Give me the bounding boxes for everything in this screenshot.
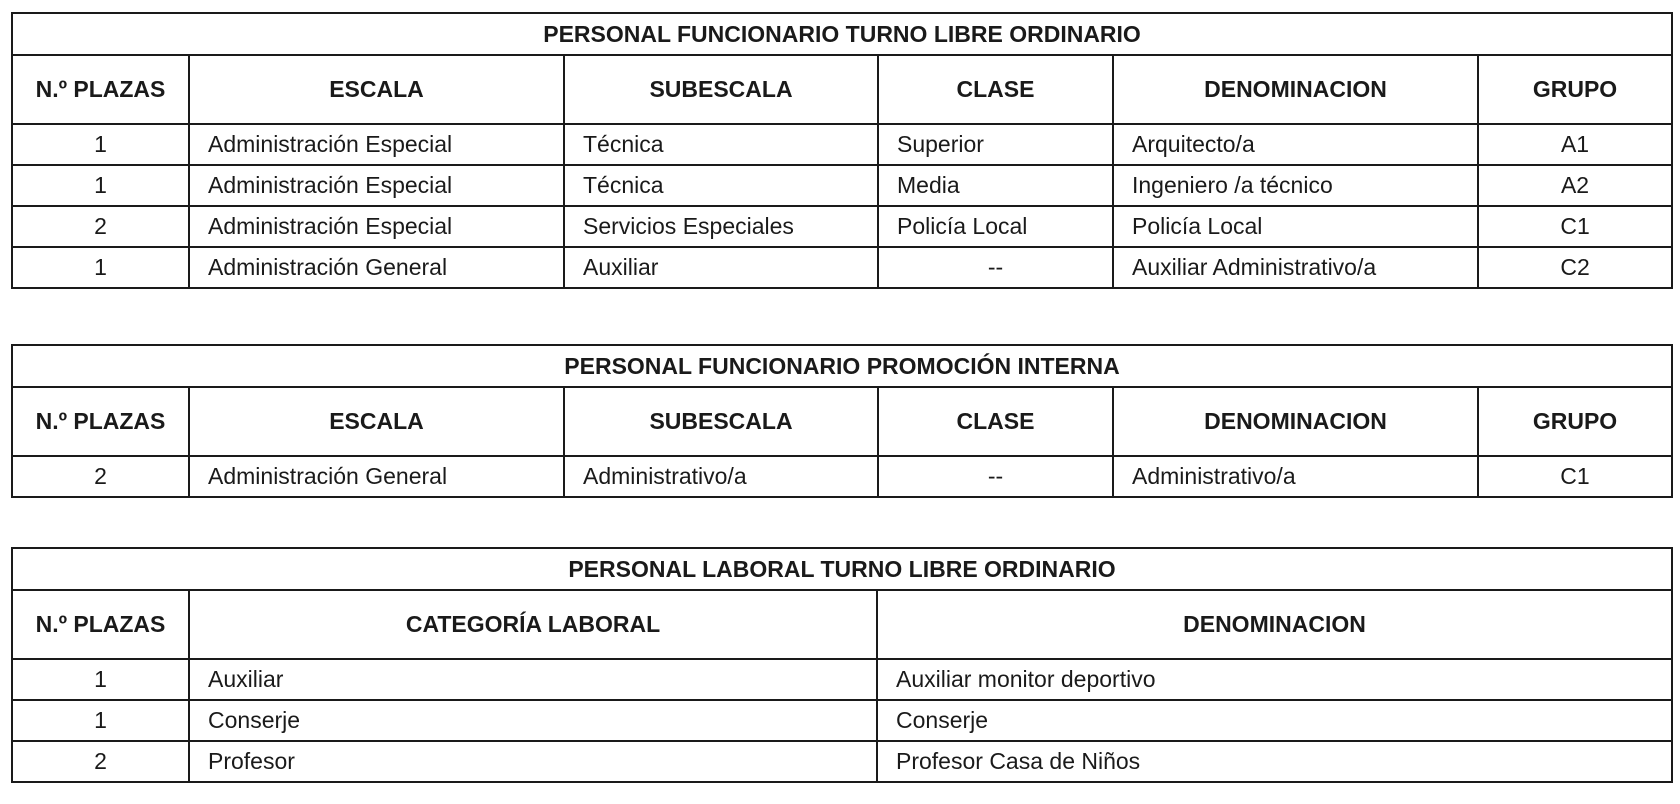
- column-header-clase: CLASE: [878, 387, 1113, 456]
- cell-subescala: Servicios Especiales: [564, 206, 878, 247]
- column-header-categoria-laboral: CATEGORÍA LABORAL: [189, 590, 877, 659]
- cell-denominacion: Arquitecto/a: [1113, 124, 1478, 165]
- column-header-plazas: N.º PLAZAS: [12, 387, 189, 456]
- cell-plazas: 1: [12, 700, 189, 741]
- column-header-grupo: GRUPO: [1478, 55, 1672, 124]
- cell-clase: --: [878, 456, 1113, 497]
- cell-grupo: C2: [1478, 247, 1672, 288]
- cell-grupo: A1: [1478, 124, 1672, 165]
- table-row: [12, 456, 1672, 497]
- laboral-turno-libre-table: [11, 547, 1673, 783]
- cell-clase: --: [878, 247, 1113, 288]
- cell-plazas: 2: [12, 456, 189, 497]
- cell-denominacion: Conserje: [877, 700, 1672, 741]
- table-title: PERSONAL LABORAL TURNO LIBRE ORDINARIO: [12, 548, 1672, 590]
- cell-escala: Administración Especial: [189, 165, 564, 206]
- cell-subescala: Técnica: [564, 165, 878, 206]
- cell-denominacion: Auxiliar Administrativo/a: [1113, 247, 1478, 288]
- cell-escala: Administración General: [189, 456, 564, 497]
- cell-categoria: Profesor: [189, 741, 877, 782]
- cell-denominacion: Policía Local: [1113, 206, 1478, 247]
- column-header-denominacion: DENOMINACION: [877, 590, 1672, 659]
- cell-subescala: Técnica: [564, 124, 878, 165]
- cell-denominacion: Auxiliar monitor deportivo: [877, 659, 1672, 700]
- column-header-subescala: SUBESCALA: [564, 387, 878, 456]
- cell-plazas: 2: [12, 741, 189, 782]
- table-title: PERSONAL FUNCIONARIO TURNO LIBRE ORDINARIO: [12, 13, 1672, 55]
- cell-grupo: C1: [1478, 456, 1672, 497]
- column-header-denominacion: DENOMINACION: [1113, 55, 1478, 124]
- column-header-plazas: N.º PLAZAS: [12, 55, 189, 124]
- cell-categoria: Auxiliar: [189, 659, 877, 700]
- table-row: [12, 124, 1672, 165]
- cell-plazas: 1: [12, 247, 189, 288]
- cell-plazas: 1: [12, 659, 189, 700]
- cell-clase: Media: [878, 165, 1113, 206]
- cell-plazas: 2: [12, 206, 189, 247]
- table-row: [12, 659, 1672, 700]
- column-header-escala: ESCALA: [189, 387, 564, 456]
- cell-categoria: Conserje: [189, 700, 877, 741]
- cell-subescala: Auxiliar: [564, 247, 878, 288]
- funcionario-promocion-interna-table: [11, 344, 1673, 498]
- table-row: [12, 165, 1672, 206]
- cell-subescala: Administrativo/a: [564, 456, 878, 497]
- cell-plazas: 1: [12, 165, 189, 206]
- cell-escala: Administración General: [189, 247, 564, 288]
- cell-plazas: 1: [12, 124, 189, 165]
- cell-clase: Superior: [878, 124, 1113, 165]
- cell-clase: Policía Local: [878, 206, 1113, 247]
- cell-escala: Administración Especial: [189, 206, 564, 247]
- column-header-subescala: SUBESCALA: [564, 55, 878, 124]
- cell-denominacion: Administrativo/a: [1113, 456, 1478, 497]
- column-header-escala: ESCALA: [189, 55, 564, 124]
- cell-grupo: C1: [1478, 206, 1672, 247]
- column-header-grupo: GRUPO: [1478, 387, 1672, 456]
- cell-grupo: A2: [1478, 165, 1672, 206]
- table-row: [12, 247, 1672, 288]
- table-row: [12, 206, 1672, 247]
- table-row: [12, 700, 1672, 741]
- table-row: [12, 741, 1672, 782]
- cell-denominacion: Profesor Casa de Niños: [877, 741, 1672, 782]
- column-header-plazas: N.º PLAZAS: [12, 590, 189, 659]
- table-title: PERSONAL FUNCIONARIO PROMOCIÓN INTERNA: [12, 345, 1672, 387]
- cell-escala: Administración Especial: [189, 124, 564, 165]
- column-header-clase: CLASE: [878, 55, 1113, 124]
- column-header-denominacion: DENOMINACION: [1113, 387, 1478, 456]
- funcionario-turno-libre-table: [11, 12, 1673, 289]
- cell-denominacion: Ingeniero /a técnico: [1113, 165, 1478, 206]
